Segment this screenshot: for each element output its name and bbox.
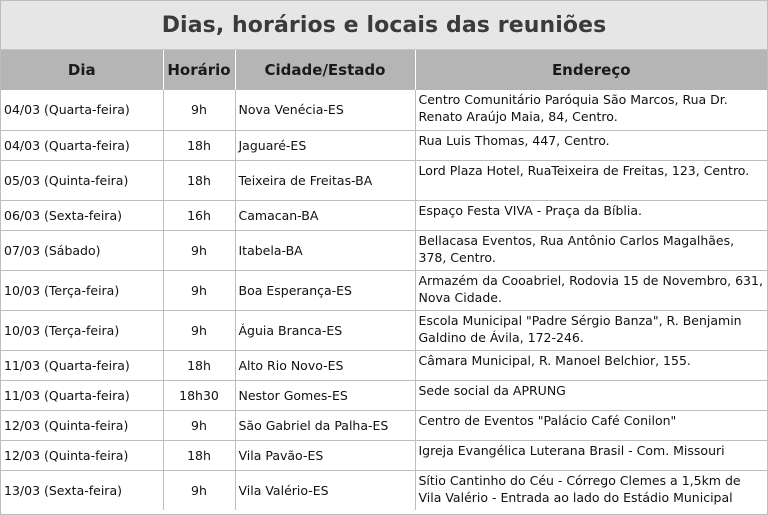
table-row bbox=[1, 350, 767, 380]
table-row bbox=[1, 230, 767, 270]
cell-cidade: Vila Valério-ES bbox=[235, 470, 415, 510]
header-endereco: Endereço bbox=[415, 50, 767, 90]
table-row bbox=[1, 200, 767, 230]
page-title: Dias, horários e locais das reuniões bbox=[161, 12, 607, 38]
cell-dia: 05/03 (Quinta-feira) bbox=[1, 160, 163, 200]
cell-endereco: Sítio Cantinho do Céu - Córrego Clemes a 1,5km de Vila Valério - Entrada ao lado do Estádio Municipal bbox=[418, 472, 741, 505]
cell-endereco: Rua Luis Thomas, 447, Centro. bbox=[415, 130, 767, 160]
table-row bbox=[1, 130, 767, 160]
cell-dia: 13/03 (Sexta-feira) bbox=[1, 470, 163, 510]
cell-endereco: Centro Comunitário Paróquia São Marcos, Rua Dr. Renato Araújo Maia, 84, Centro. bbox=[415, 90, 767, 130]
cell-cidade: Nestor Gomes-ES bbox=[235, 380, 415, 410]
cell-dia: 04/03 (Quarta-feira) bbox=[1, 90, 163, 130]
table-row bbox=[1, 160, 767, 200]
cell-cidade: Boa Esperança-ES bbox=[235, 270, 415, 310]
cell-dia: 11/03 (Quarta-feira) bbox=[1, 380, 163, 410]
table-header bbox=[1, 50, 767, 90]
cell-endereco: Lord Plaza Hotel, RuaTeixeira de Freitas, 123, Centro. bbox=[415, 160, 767, 200]
cell-dia: 12/03 (Quinta-feira) bbox=[1, 440, 163, 470]
cell-cidade: Águia Branca-ES bbox=[235, 310, 415, 350]
cell-horario: 16h bbox=[163, 200, 235, 230]
cell-cidade: São Gabriel da Palha-ES bbox=[235, 410, 415, 440]
cell-cidade: Alto Rio Novo-ES bbox=[235, 350, 415, 380]
cell-cidade: Jaguaré-ES bbox=[235, 130, 415, 160]
table-body bbox=[1, 90, 767, 510]
table-row bbox=[1, 270, 767, 310]
table-row bbox=[1, 310, 767, 350]
cell-dia: 11/03 (Quarta-feira) bbox=[1, 350, 163, 380]
cell-dia: 10/03 (Terça-feira) bbox=[1, 270, 163, 310]
cell-endereco: Espaço Festa VIVA - Praça da Bíblia. bbox=[415, 200, 767, 230]
header-cidade: Cidade/Estado bbox=[235, 50, 415, 90]
cell-horario: 18h bbox=[163, 160, 235, 200]
cell-horario: 18h bbox=[163, 130, 235, 160]
cell-dia: 10/03 (Terça-feira) bbox=[1, 310, 163, 350]
schedule-table bbox=[1, 50, 767, 510]
table-row bbox=[1, 380, 767, 410]
cell-dia: 12/03 (Quinta-feira) bbox=[1, 410, 163, 440]
table-row bbox=[1, 410, 767, 440]
table-row bbox=[1, 90, 767, 130]
header-dia: Dia bbox=[1, 50, 163, 90]
cell-horario: 18h bbox=[163, 350, 235, 380]
cell-endereco: Câmara Municipal, R. Manoel Belchior, 155. bbox=[415, 350, 767, 380]
cell-endereco: Centro de Eventos "Palácio Café Conilon" bbox=[415, 410, 767, 440]
cell-horario: 9h bbox=[163, 270, 235, 310]
cell-dia: 04/03 (Quarta-feira) bbox=[1, 130, 163, 160]
cell-horario: 18h bbox=[163, 440, 235, 470]
cell-cidade: Itabela-BA bbox=[235, 230, 415, 270]
cell-horario: 9h bbox=[163, 90, 235, 130]
cell-horario: 18h30 bbox=[163, 380, 235, 410]
cell-endereco: Bellacasa Eventos, Rua Antônio Carlos Magalhães, 378, Centro. bbox=[415, 230, 767, 270]
cell-horario: 9h bbox=[163, 310, 235, 350]
cell-cidade: Camacan-BA bbox=[235, 200, 415, 230]
cell-endereco: Armazém da Cooabriel, Rodovia 15 de Novembro, 631, Nova Cidade. bbox=[415, 270, 767, 310]
cell-dia: 07/03 (Sábado) bbox=[1, 230, 163, 270]
cell-endereco: Igreja Evangélica Luterana Brasil - Com. Missouri bbox=[415, 440, 767, 470]
cell-endereco: Sede social da APRUNG bbox=[415, 380, 767, 410]
cell-horario: 9h bbox=[163, 410, 235, 440]
cell-cidade: Nova Venécia-ES bbox=[235, 90, 415, 130]
cell-dia: 06/03 (Sexta-feira) bbox=[1, 200, 163, 230]
cell-cidade: Teixeira de Freitas-BA bbox=[235, 160, 415, 200]
header-horario: Horário bbox=[163, 50, 235, 90]
table-row bbox=[1, 470, 767, 510]
cell-cidade: Vila Pavão-ES bbox=[235, 440, 415, 470]
cell-horario: 9h bbox=[163, 470, 235, 510]
cell-endereco: Escola Municipal "Padre Sérgio Banza", R. Benjamin Galdino de Ávila, 172-246. bbox=[415, 310, 767, 350]
title-bar bbox=[1, 1, 767, 50]
table-row bbox=[1, 440, 767, 470]
cell-horario: 9h bbox=[163, 230, 235, 270]
